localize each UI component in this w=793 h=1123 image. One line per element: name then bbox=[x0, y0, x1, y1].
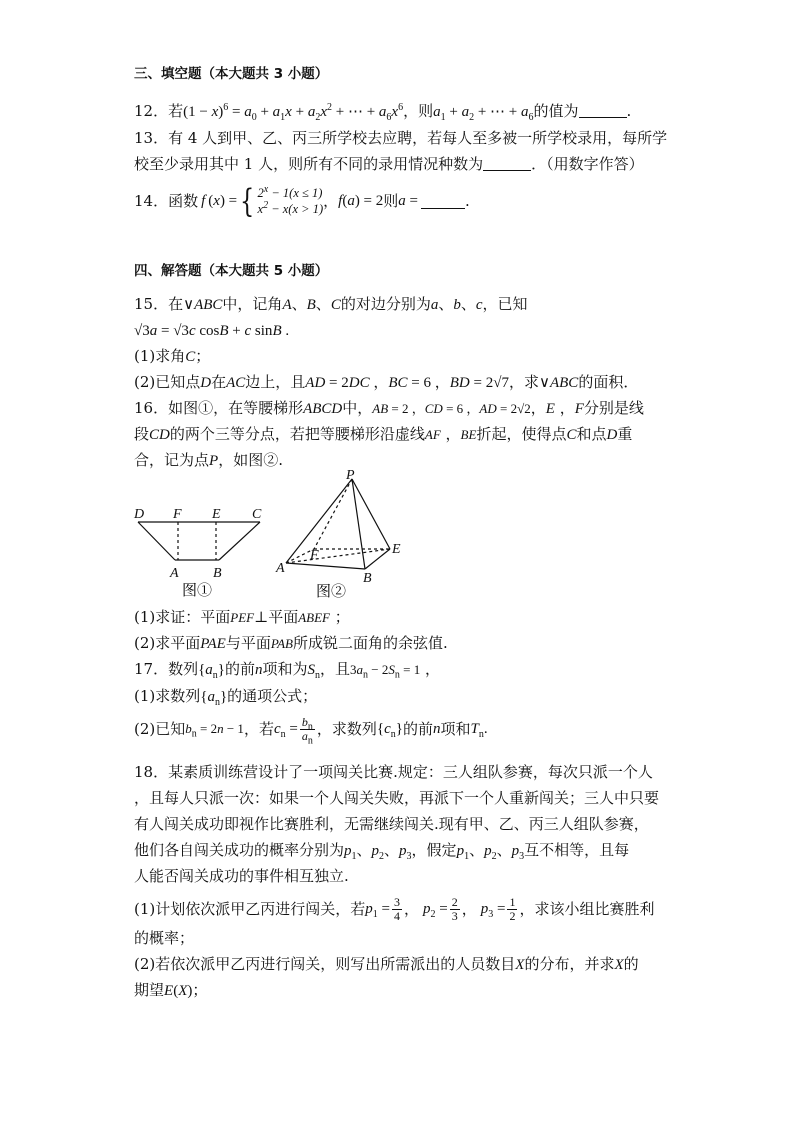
answer-blank[interactable] bbox=[579, 103, 627, 118]
q14-function: f bbox=[201, 193, 206, 209]
label-f: F bbox=[173, 507, 182, 522]
question-18-line2: ，且每人只派一次：如果一个人闯关失败，再派下一个人重新闯关；三人中只要 bbox=[134, 789, 660, 807]
question-12: 12．若$(1 - x)^6 = a_0 + a_1x + a_2x^2$ + ⋯ + $a_6x^6$，则$a_1 + a_2$ + ⋯ + $a_6$的值为 . bbox=[134, 102, 632, 123]
question-18-line3: 有人闯关成功即视作比赛胜利，无需继续闯关.现有甲、乙、丙三人组队参赛， bbox=[134, 815, 649, 833]
left-brace: { bbox=[240, 182, 255, 220]
question-16-line3: 合，记为点P，如图②. bbox=[134, 451, 283, 469]
question-17-line1: 17．数列$\{a_n\}$的前n项和为$S_n$，且$3a_n - 2S_n = 1$ ， bbox=[134, 660, 441, 681]
figure-2-caption: 图② bbox=[316, 584, 347, 600]
edge-da bbox=[138, 522, 175, 560]
question-18-line5: 人能否闯关成功的事件相互独立. bbox=[134, 867, 349, 885]
question-16-line2: 段CD的两个三等分点，若把等腰梯形沿虚线AF ，BE折起，使得点C和点D重 bbox=[134, 425, 633, 443]
question-16-line1: 16．如图①，在等腰梯形ABCD中，AB = 2 ，CD = 6 ，AD = 2√2，E ，F分别是线 bbox=[134, 399, 644, 417]
edge-cb bbox=[219, 522, 260, 560]
question-17-part1: (1)求数列$\{a_n\}$的通项公式； bbox=[134, 687, 318, 708]
label-c: C bbox=[252, 507, 262, 522]
edge-pa bbox=[286, 479, 352, 563]
question-18-part1-line2: 的概率； bbox=[134, 929, 195, 947]
label-f: F bbox=[310, 548, 319, 563]
question-16-part1: (1)求证：平面PEF⊥平面ABEF ； bbox=[134, 608, 350, 626]
figure-1-caption: 图① bbox=[182, 583, 213, 599]
question-17-part2: (2)已知 $b_n = 2n - 1$ ，若 $c_n$ = $\frac{b_n}{a_n}$ ，求数列 $\{c_n\}$ 的前 n 项和 $T_n$. bbox=[134, 714, 488, 746]
label-b: B bbox=[363, 571, 372, 586]
question-18-line4: 他们各自闯关成功的概率分别为$p_1$、$p_2$、$p_3$，假定$p_1$、$p_2$、$p_3$互不相等，且每 bbox=[134, 841, 630, 862]
label-e: E bbox=[392, 542, 401, 557]
label-p: P bbox=[346, 468, 355, 483]
question-15-part2: (2)已知点D在AC边上，且AD = 2DC ，BC = 6 ，BD = 2√7，求∨ABC的面积． bbox=[134, 373, 639, 391]
question-18-part2-line2: 期望E(X)； bbox=[134, 981, 208, 999]
question-18-part1: (1)计划依次派甲乙丙进行闯关，若 $p_1$ = $\frac{3}{4}$ ， $p_2$ = $\frac{2}{3}$ ， $p_3$ = $\frac{1}{2}$ ，求该小组比赛胜利 bbox=[134, 894, 655, 923]
edge-pf bbox=[314, 479, 352, 549]
figure-2-pyramid bbox=[272, 465, 412, 600]
label-b: B bbox=[213, 566, 222, 581]
section-4-heading: 四、解答题（本大题共 5 小题） bbox=[134, 263, 329, 279]
edge-pb bbox=[352, 479, 365, 569]
question-15-part1: (1)求角C； bbox=[134, 347, 211, 365]
question-18-line1: 18．某素质训练营设计了一项闯关比赛.规定：三人组队参赛，每次只派一个人 bbox=[134, 763, 653, 781]
edge-pe bbox=[352, 479, 390, 549]
q12-text: 12．若 bbox=[134, 102, 184, 120]
question-15-line1: 15．在∨ABC中，记角A、B、C的对边分别为a、b、c，已知 bbox=[134, 295, 528, 313]
question-13-line1: 13．有 4 人到甲、乙、丙三所学校去应聘，若每人至多被一所学校录用，每所学 bbox=[134, 129, 668, 147]
q12-formula: $(1 - x)^6 = a_0 + a_1x + a_2x^2$ + ⋯ + $a_6x^6$ bbox=[183, 102, 404, 123]
edge-ab bbox=[286, 563, 365, 569]
answer-blank[interactable] bbox=[421, 194, 465, 209]
question-14: 14．函数 f (x) = { $2^x - 1(x \le 1)$ $x^2 - x(x > 1)$ ， f(a) = 2 则 a = . bbox=[134, 182, 470, 220]
question-18-part2: (2)若依次派甲乙丙进行闯关，则写出所需派出的人员数目X的分布，并求X的 bbox=[134, 955, 639, 973]
edge-be bbox=[365, 549, 390, 569]
q14-cases: $2^x - 1(x \le 1)$ $x^2 - x(x > 1)$ bbox=[257, 183, 324, 216]
label-a: A bbox=[170, 566, 179, 581]
section-3-heading: 三、填空题（本大题共 3 小题） bbox=[134, 66, 329, 82]
label-a: A bbox=[276, 561, 285, 576]
figure-1-trapezoid bbox=[130, 500, 270, 600]
question-16-part2: (2)求平面PAE与平面PAB所成锐二面角的余弦值. bbox=[134, 634, 448, 652]
answer-blank[interactable] bbox=[483, 156, 531, 171]
label-e: E bbox=[212, 507, 221, 522]
question-13-line2: 校至少录用其中 1 人，则所有不同的录用情况种数为 ．（用数字作答） bbox=[134, 155, 644, 173]
q12-sum: $a_1 + a_2$ + ⋯ + $a_6$ bbox=[433, 104, 534, 123]
label-d: D bbox=[134, 507, 145, 522]
q17-fraction: $\frac{b_n}{a_n}$ bbox=[301, 714, 313, 746]
question-15-condition: √3a = √3c cosB + c sinB . bbox=[134, 323, 290, 339]
